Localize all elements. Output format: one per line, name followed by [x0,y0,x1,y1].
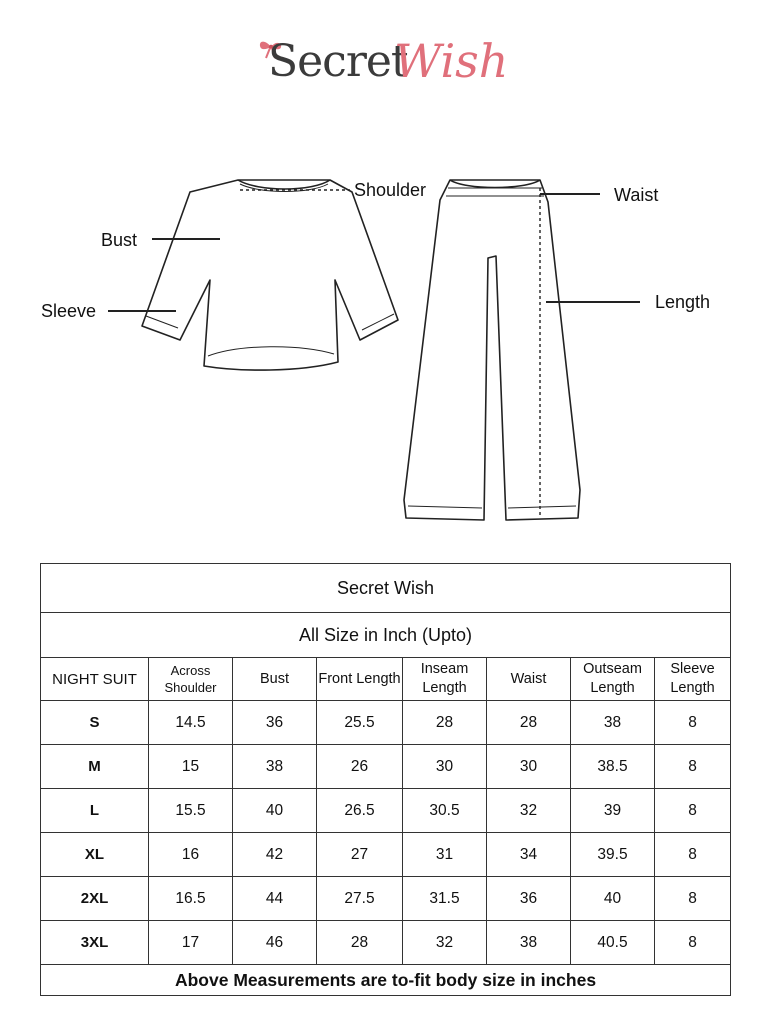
table-footer-row [41,965,731,996]
table-cell: 30.5 [403,789,487,833]
garment-illustration [0,160,768,530]
callout-shoulder: Shoulder [354,180,427,200]
table-row [41,789,731,833]
table-cell: 40 [233,789,317,833]
header-cell: Bust [233,658,317,701]
size-cell: XL [41,833,149,877]
table-cell: 26.5 [317,789,403,833]
size-cell: 3XL [41,921,149,965]
table-cell: 36 [233,701,317,745]
table-title: Secret Wish [41,564,731,613]
top-garment [142,180,398,370]
table-cell: 17 [149,921,233,965]
header-cell: NIGHT SUIT [41,658,149,701]
size-cell: M [41,745,149,789]
header-cell: Sleeve Length [655,658,731,701]
table-subtitle-row [41,613,731,658]
table-cell: 25.5 [317,701,403,745]
table-cell: 40 [571,877,655,921]
brand-word-wish: Wish [394,34,509,88]
table-cell: 39.5 [571,833,655,877]
table-cell: 16.5 [149,877,233,921]
table-cell: 32 [403,921,487,965]
callout-bust: Bust [101,230,138,250]
table-cell: 30 [487,745,571,789]
table-cell: 27.5 [317,877,403,921]
table-cell: 28 [403,701,487,745]
table-cell: 36 [487,877,571,921]
table-cell: 26 [317,745,403,789]
table-row [41,921,731,965]
callout-waist: Waist [614,185,659,205]
callout-sleeve: Sleeve [41,301,97,321]
table-cell: 40.5 [571,921,655,965]
size-chart-table [40,563,731,996]
table-header-row [41,658,731,701]
table-subtitle: All Size in Inch (Upto) [41,613,731,658]
table-row [41,833,731,877]
table-row [41,877,731,921]
header-cell: Inseam Length [403,658,487,701]
pants-garment [404,180,580,520]
table-cell: 44 [233,877,317,921]
table-cell: 38 [571,701,655,745]
table-cell: 28 [317,921,403,965]
table-cell: 8 [655,745,731,789]
table-cell: 31 [403,833,487,877]
table-row [41,745,731,789]
table-title-row [41,564,731,613]
table-cell: 27 [317,833,403,877]
table-row [41,701,731,745]
brand-logo [256,30,516,100]
table-footer-note: Above Measurements are to-fit body size in inches [41,965,731,996]
table-cell: 39 [571,789,655,833]
table-cell: 46 [233,921,317,965]
table-cell: 42 [233,833,317,877]
header-cell: Front Length [317,658,403,701]
brand-word-secret: Secret [268,36,408,87]
header-cell: Waist [487,658,571,701]
table-cell: 16 [149,833,233,877]
table-cell: 8 [655,877,731,921]
table-cell: 8 [655,789,731,833]
table-cell: 8 [655,833,731,877]
table-cell: 15 [149,745,233,789]
header-cell: Outseam Length [571,658,655,701]
size-cell: 2XL [41,877,149,921]
table-cell: 30 [403,745,487,789]
table-cell: 38 [487,921,571,965]
garment-drawing [0,160,768,530]
table-cell: 32 [487,789,571,833]
header-cell: Across Shoulder [149,658,233,701]
size-cell: L [41,789,149,833]
table-cell: 14.5 [149,701,233,745]
table-cell: 31.5 [403,877,487,921]
table-cell: 34 [487,833,571,877]
table-cell: 8 [655,701,731,745]
size-cell: S [41,701,149,745]
table-cell: 38 [233,745,317,789]
table-cell: 8 [655,921,731,965]
callout-length: Length [655,292,711,312]
table-cell: 28 [487,701,571,745]
table-cell: 38.5 [571,745,655,789]
table-cell: 15.5 [149,789,233,833]
